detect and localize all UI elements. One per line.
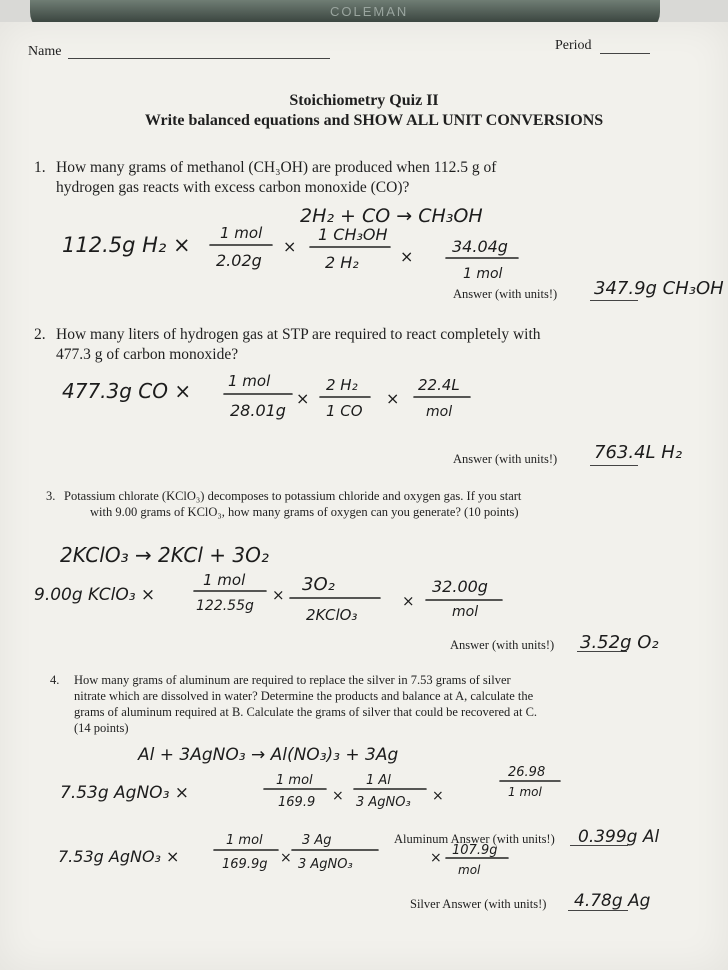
q3-f1-den: 122.55g — [196, 598, 254, 614]
q1-equation: 2H₂ + CO → CH₃OH — [300, 205, 483, 227]
quiz-title: Stoichiometry Quiz II — [289, 92, 439, 109]
question-4-line-2: nitrate which are dissolved in water? Determine the products and balance at A, calculate the — [74, 689, 534, 703]
period-label: Period — [555, 38, 592, 53]
q4-a-f2-den: 3 AgNO₃ — [356, 795, 411, 810]
q1-times-1: × — [283, 237, 297, 256]
q1-start: 112.5g H₂ × — [62, 233, 191, 257]
q2-times-1: × — [296, 389, 310, 408]
q1-f3-num: 34.04g — [452, 237, 508, 256]
q4-b-f1-num: 1 mol — [226, 833, 263, 848]
q3-answer: 3.52g O₂ — [580, 632, 659, 653]
q1-f2-den: 2 H₂ — [325, 253, 359, 272]
question-4-line-4: (14 points) — [74, 721, 129, 735]
q1-f3-den: 1 mol — [463, 266, 503, 282]
question-1-number: 1. — [34, 159, 46, 176]
q4-a-times-1: × — [332, 788, 344, 804]
q1-times-2: × — [400, 247, 414, 266]
q2-start: 477.3g CO × — [62, 379, 192, 403]
question-2-number: 2. — [34, 326, 46, 343]
q4-b-times-2: × — [430, 850, 442, 866]
q4-b-f3-den: mol — [458, 863, 481, 877]
q3-f3-num: 32.00g — [432, 577, 488, 596]
q4-a-f3-den: 1 mol — [508, 785, 542, 799]
q4-start-b: 7.53g AgNO₃ × — [58, 847, 180, 866]
q2-f1-num: 1 mol — [228, 372, 271, 390]
q4-a-f2-num: 1 Al — [366, 773, 391, 788]
q1-f2-num: 1 CH₃OH — [318, 225, 388, 244]
q1-f1-num: 1 mol — [220, 224, 263, 242]
name-label: Name — [28, 44, 62, 59]
q3-equation: 2KClO₃ → 2KCl + 3O₂ — [60, 543, 269, 567]
q2-f1-den: 28.01g — [230, 401, 286, 420]
q4-a-f1-den: 169.9 — [278, 795, 316, 810]
question-3-number: 3. — [46, 489, 56, 503]
q4-start-a: 7.53g AgNO₃ × — [60, 783, 190, 803]
question-4-line-1: How many grams of aluminum are required to replace the silver in 7.53 grams of silver — [74, 673, 511, 687]
q4-aluminum-answer: 0.399g Al — [578, 827, 660, 847]
question-4-aluminum-answer-label: Aluminum Answer (with units!) — [394, 832, 555, 846]
q3-times-1: × — [272, 586, 285, 604]
question-4-line-3: grams of aluminum required at B. Calculate the grams of silver that could be recovered at C. — [74, 705, 538, 719]
question-1-line-2: hydrogen gas reacts with excess carbon monoxide (CO)? — [56, 179, 410, 196]
question-4-silver-answer-label: Silver Answer (with units!) — [410, 897, 547, 911]
question-1-answer-label: Answer (with units!) — [453, 287, 558, 301]
question-2-line-2: 477.3 g of carbon monoxide? — [56, 346, 239, 363]
q4-b-f3-num: 107.9g — [452, 843, 498, 858]
q1-f1-den: 2.02g — [216, 251, 262, 270]
q4-a-f3-num: 26.98 — [508, 765, 546, 780]
question-3-answer-label: Answer (with units!) — [450, 638, 555, 652]
q4-b-f2-den: 3 AgNO₃ — [298, 857, 353, 872]
question-2-line-1: How many liters of hydrogen gas at STP are required to react completely with — [56, 326, 541, 343]
q4-b-f1-den: 169.9g — [222, 857, 268, 872]
q2-f2-den: 1 CO — [326, 402, 363, 420]
question-2-answer-label: Answer (with units!) — [453, 452, 558, 466]
q2-answer: 763.4L H₂ — [594, 442, 683, 463]
q4-a-times-2: × — [432, 788, 444, 804]
clipboard-brand: COLEMAN — [330, 4, 409, 19]
q2-f3-den: mol — [426, 404, 453, 420]
q3-f2-num: 3O₂ — [302, 574, 335, 595]
q1-answer: 347.9g CH₃OH — [594, 278, 724, 299]
question-3-line-1: Potassium chlorate (KClO₃) decomposes to potassium chloride and oxygen gas. If you start — [64, 489, 522, 503]
q3-times-2: × — [402, 592, 415, 610]
q2-times-2: × — [386, 389, 400, 408]
q4-silver-answer: 4.78g Ag — [574, 891, 651, 911]
q2-f3-num: 22.4L — [418, 376, 460, 394]
q3-f1-num: 1 mol — [203, 571, 246, 589]
q4-a-f1-num: 1 mol — [276, 773, 313, 788]
quiz-subtitle: Write balanced equations and SHOW ALL UNIT CONVERSIONS — [144, 112, 604, 129]
q4-b-f2-num: 3 Ag — [302, 833, 332, 848]
question-3-line-2: with 9.00 grams of KClO₃, how many grams of oxygen can you generate? (10 points) — [90, 505, 519, 519]
question-4-number: 4. — [50, 673, 60, 687]
q4-equation: Al + 3AgNO₃ → Al(NO₃)₃ + 3Ag — [138, 745, 399, 765]
q4-b-times-1: × — [280, 850, 292, 866]
q3-start: 9.00g KClO₃ × — [34, 585, 156, 605]
q3-f3-den: mol — [452, 604, 479, 620]
question-1-line-1: How many grams of methanol (CH₃OH) are produced when 112.5 g of — [56, 159, 497, 176]
q3-f2-den: 2KClO₃ — [306, 606, 358, 624]
q2-f2-num: 2 H₂ — [326, 376, 358, 394]
